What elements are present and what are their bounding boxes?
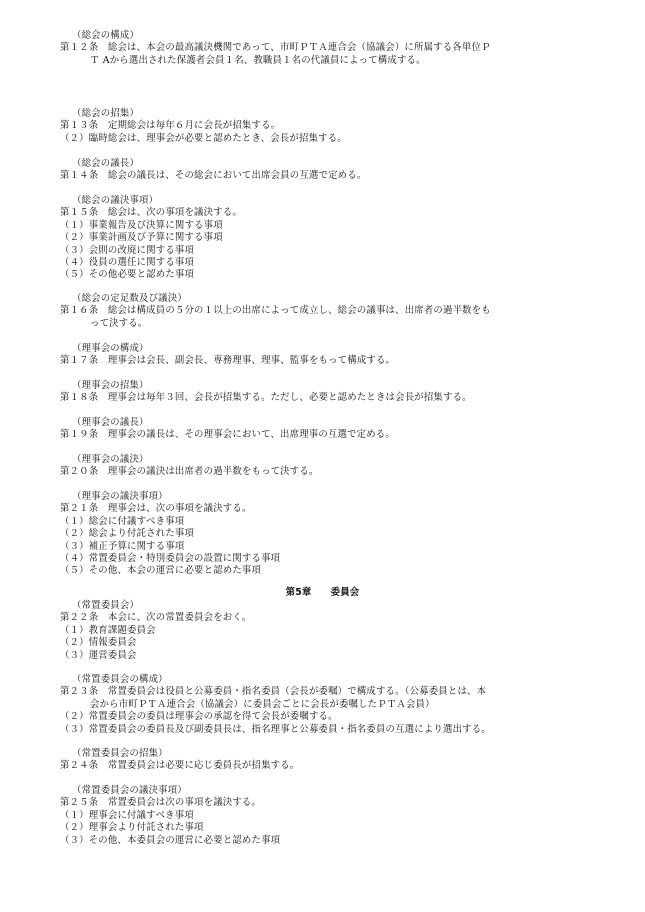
- article-text: 第１８条 理事会は毎年３回、会長が招集する。ただし、必要と認めたときは会長が招集する。: [60, 392, 472, 404]
- section-caption: （総会の招集）: [72, 108, 140, 119]
- list-item: （３）その他、本委員会の運営に必要と認めた事項: [60, 834, 281, 846]
- section-caption: （常置委員会の議決事項）: [72, 785, 187, 796]
- section-caption: （理事会の議決）: [72, 454, 149, 465]
- section-23: [0, 674, 645, 736]
- article-text: 第１６条 総会は構成員の５分の１以上の出席によって成立し、総会の議事は、出席者の過半数をも: [60, 305, 491, 317]
- article-text: 第２１条 理事会は、次の事項を議決する。: [60, 503, 252, 515]
- list-item: （３）常置委員会の委員長及び副委員長は、指名理事と公募委員・指名委員の互選により選出する。: [60, 723, 491, 735]
- list-item: （１）理事会に付議すべき事項: [60, 809, 194, 821]
- section-caption: （理事会の構成）: [72, 343, 149, 354]
- article-text: 第１７条 理事会は会長、副会長、専務理事、理事、監事をもって構成する。: [60, 355, 396, 367]
- list-item: （５）その他、本会の運営に必要と認めた事項: [60, 565, 262, 577]
- section-14: [0, 158, 645, 183]
- section-caption: （総会の議長）: [72, 158, 140, 169]
- chapter-heading: 第5章 委員会: [285, 587, 360, 598]
- list-item: （２）臨時総会は、理事会が必要と認めたとき、会長が招集する。: [60, 132, 347, 144]
- section-12: [0, 30, 645, 67]
- list-item: （２）情報委員会: [60, 637, 137, 649]
- list-item: （１）総会に付議すべき事項: [60, 515, 185, 527]
- list-item: （１）事業報告及び決算に関する事項: [60, 219, 223, 231]
- section-19: [0, 417, 645, 442]
- list-item: （４）役員の選任に関する事項: [60, 256, 195, 268]
- article-text: 第２４条 常置委員会は必要に応じ委員長が招集する。: [60, 760, 300, 772]
- list-item: （２）常置委員会の委員は理事会の承認を得て会長が委嘱する。: [60, 711, 338, 723]
- article-text: 第１２条 総会は、本会の最高議決機関であって、市町ＰＴＡ連合会（協議会）に所属する各単位Ｐ: [60, 42, 491, 54]
- section-15: [0, 195, 645, 282]
- section-caption: （常置委員会の招集）: [72, 748, 168, 759]
- article-text: 第１４条 総会の議長は、その総会において出席会員の互選で定める。: [60, 170, 367, 182]
- list-item: （４）常置委員会・特別委員会の設置に関する事項: [60, 552, 281, 564]
- section-caption: （常置委員会の構成）: [72, 674, 168, 685]
- section-13: [0, 108, 645, 145]
- section-18: [0, 380, 645, 405]
- list-item: （２）総会より付託された事項: [60, 528, 195, 540]
- section-caption: （常置委員会）: [72, 600, 140, 611]
- article-continuation: 会から市町ＰＴＡ連合会（協議会）に委員会ごとに会長が委嘱したＰＴＡ会員）: [90, 698, 435, 710]
- list-item: （２）理事会より付託された事項: [60, 822, 204, 834]
- section-caption: （理事会の議長）: [72, 417, 149, 428]
- section-16: [0, 293, 645, 330]
- article-text: 第１９条 理事会の議長は、その理事会において、出席理事の互選で定める。: [60, 429, 395, 441]
- list-item: （３）運営委員会: [60, 649, 137, 661]
- article-continuation: って決する。: [90, 317, 148, 329]
- article-text: 第２０条 理事会の議決は出席者の過半数をもって決する。: [60, 466, 319, 478]
- list-item: （１）教育課題委員会: [60, 624, 156, 636]
- section-21: [0, 491, 645, 578]
- article-text: 第２２条 本会に、次の常置委員会をおく。: [60, 612, 252, 624]
- chapter-heading-block: [0, 587, 645, 599]
- list-item: （３）会則の改廃に関する事項: [60, 244, 195, 256]
- section-22: [0, 600, 645, 662]
- section-caption: （総会の議決事項）: [72, 195, 159, 206]
- section-caption: （総会の定足数及び議決）: [72, 293, 187, 304]
- section-caption: （総会の構成）: [72, 30, 140, 41]
- article-continuation: Ｔ Aから選出された保護者会員１名、教職員１名の代議員によって構成する。: [90, 54, 426, 66]
- section-caption: （理事会の議決事項）: [72, 491, 168, 502]
- article-text: 第２３条 常置委員会は役員と公募委員・指名委員（会長が委嘱）で構成する。（公募委員とは、本: [60, 686, 487, 698]
- list-item: （５）その他必要と認めた事項: [60, 269, 195, 281]
- list-item: （２）事業計画及び予算に関する事項: [60, 232, 223, 244]
- section-24: [0, 748, 645, 773]
- section-17: [0, 343, 645, 368]
- article-text: 第１３条 定期総会は毎年６月に会長が招集する。: [60, 120, 281, 132]
- article-text: 第２５条 常置委員会は次の事項を議決する。: [60, 797, 262, 809]
- section-20: [0, 454, 645, 479]
- section-caption: （理事会の招集）: [72, 380, 149, 391]
- list-item: （３）補正予算に関する事項: [60, 540, 185, 552]
- section-25: [0, 785, 645, 847]
- article-text: 第１５条 総会は、次の事項を議決する。: [60, 207, 242, 219]
